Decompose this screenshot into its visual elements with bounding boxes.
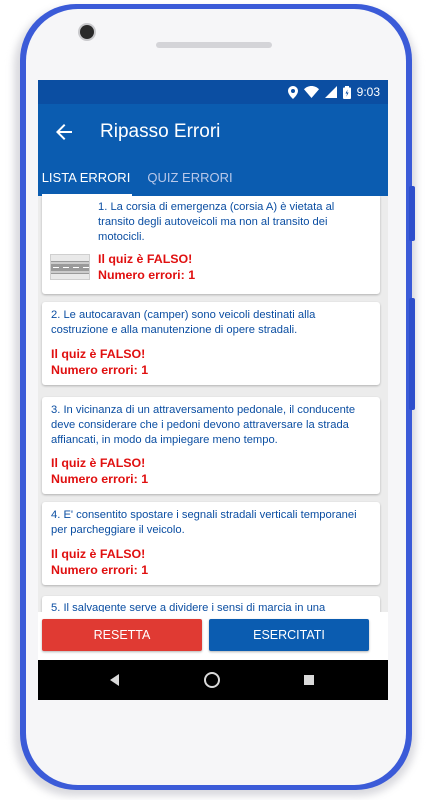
- list-item[interactable]: [42, 302, 380, 385]
- reset-button[interactable]: RESETTA: [42, 619, 202, 651]
- status-time: 9:03: [356, 85, 380, 99]
- screen: [38, 80, 388, 700]
- list-item[interactable]: [42, 196, 380, 294]
- practice-button[interactable]: ESERCITATI: [209, 619, 369, 651]
- nav-home-icon[interactable]: [203, 671, 221, 689]
- question-text: 1. La corsia di emergenza (corsia A) è vietata al transito degli autoveicoli ma non al transito dei motocicli.: [98, 201, 335, 243]
- question-text: 4. E' consentito spostare i segnali stradali verticali temporanei per parcheggiare il veicolo.: [51, 509, 357, 536]
- nav-back-icon[interactable]: [108, 673, 122, 687]
- action-footer: [38, 612, 388, 660]
- system-nav-bar: [38, 660, 388, 700]
- list-item[interactable]: [42, 397, 380, 494]
- tab-lista-errori[interactable]: [38, 160, 134, 196]
- error-count: Numero errori: 1: [51, 472, 149, 486]
- question-text: 5. Il salvagente serve a dividere i sensi di marcia in una: [51, 602, 326, 612]
- error-list[interactable]: [38, 196, 388, 612]
- error-count: Numero errori: 1: [51, 363, 149, 377]
- list-item[interactable]: [42, 596, 380, 612]
- quiz-result: Il quiz è FALSO!: [51, 347, 146, 361]
- wifi-icon: [304, 86, 319, 98]
- error-count: Numero errori: 1: [98, 268, 196, 282]
- battery-icon: [343, 86, 351, 99]
- quiz-result: Il quiz è FALSO!: [98, 252, 193, 266]
- earpiece-speaker: [156, 42, 272, 48]
- question-text: 2. Le autocaravan (camper) sono veicoli destinati alla costruzione e alla manutenzione di opere stradali.: [51, 309, 316, 336]
- power-button: [409, 186, 415, 241]
- quiz-result: Il quiz è FALSO!: [51, 547, 146, 561]
- list-item[interactable]: [42, 502, 380, 585]
- app-bar: [38, 104, 388, 160]
- tab-bar: [38, 160, 388, 196]
- nav-recents-icon[interactable]: [303, 674, 315, 686]
- question-text: 3. In vicinanza di un attraversamento pedonale, il conducente deve considerare che i pedoni devono attraversare la strada affiancati, in modo da impiegare meno tempo.: [51, 404, 356, 446]
- page-title: Ripasso Errori: [100, 121, 221, 142]
- error-count: Numero errori: 1: [51, 563, 149, 577]
- tab-label: LISTA ERRORI: [41, 170, 131, 185]
- back-arrow-icon[interactable]: [52, 120, 76, 144]
- quiz-result: Il quiz è FALSO!: [51, 456, 146, 470]
- front-camera: [80, 25, 94, 39]
- tab-quiz-errori[interactable]: [134, 160, 246, 196]
- status-bar: [38, 80, 388, 104]
- signal-icon: [325, 86, 337, 98]
- location-icon: [288, 86, 298, 99]
- volume-button: [409, 298, 415, 410]
- road-sign-image: [50, 254, 90, 280]
- tab-label: QUIZ ERRORI: [147, 170, 233, 185]
